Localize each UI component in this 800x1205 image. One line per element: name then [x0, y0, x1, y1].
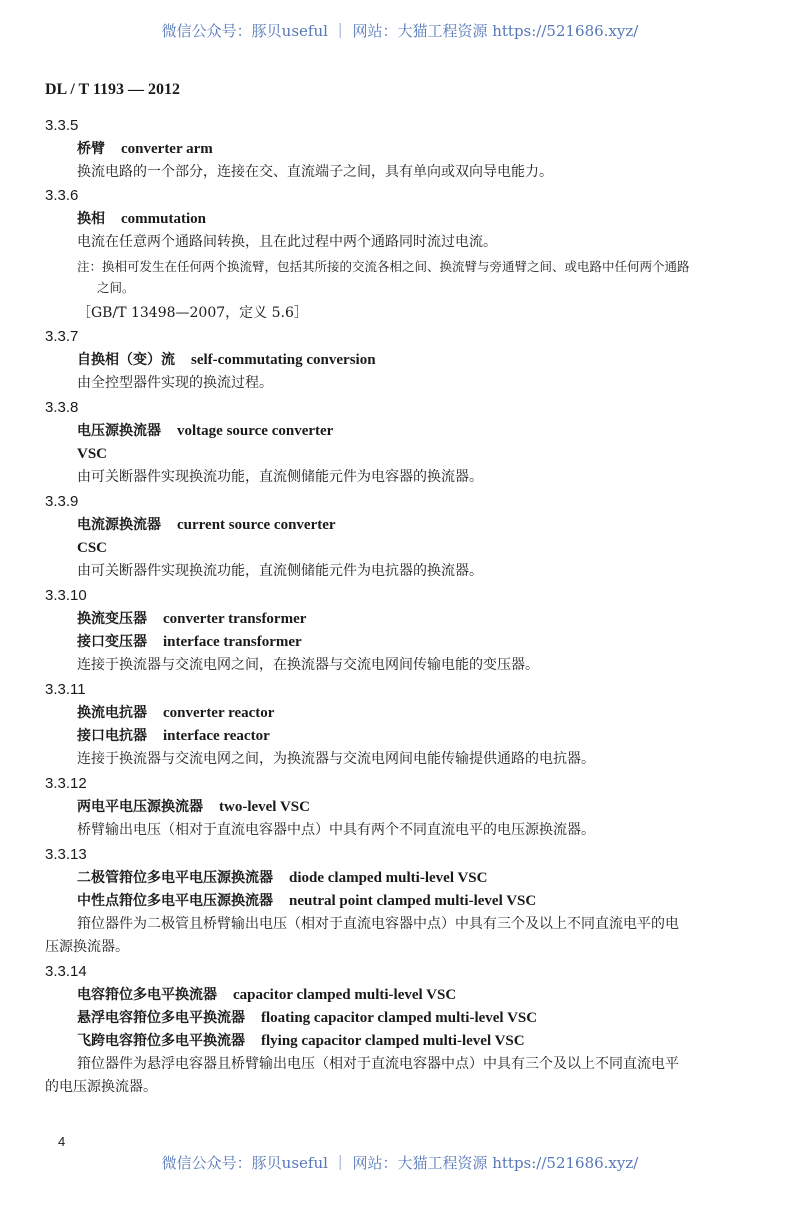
- document-header: DL / T 1193 — 2012: [45, 81, 180, 98]
- term-chinese: 中性点箝位多电平电压源换流器: [77, 893, 273, 909]
- definition-text: 压源换流器。: [45, 939, 129, 955]
- term-entry: [77, 985, 456, 1005]
- term-english: converter reactor: [163, 705, 275, 721]
- term-english: diode clamped multi-level VSC: [289, 870, 488, 886]
- term-chinese: 换相: [77, 211, 105, 227]
- term-entry: [77, 139, 213, 159]
- term-english: converter arm: [121, 141, 213, 157]
- definition-text: 连接于换流器与交流电网之间，为换流器与交流电网间电能传输提供通路的电抗器。: [77, 751, 595, 767]
- term-entry: [77, 797, 310, 817]
- term-entry: [77, 350, 376, 370]
- term-chinese: 电压源换流器: [77, 423, 161, 439]
- term-chinese: 二极管箝位多电平电压源换流器: [77, 870, 273, 886]
- definition-text: 连接于换流器与交流电网之间，在换流器与交流电网间传输电能的变压器。: [77, 657, 539, 673]
- term-entry: [77, 609, 306, 629]
- term-chinese: 飞跨电容箝位多电平换流器: [77, 1033, 245, 1049]
- term-chinese: 接口电抗器: [77, 728, 147, 744]
- term-chinese: 悬浮电容箝位多电平换流器: [77, 1010, 245, 1026]
- definition-text: 箝位器件为二极管且桥臂输出电压（相对于直流电容器中点）中具有三个及以上不同直流电平的电: [77, 916, 679, 932]
- term-entry: [77, 538, 107, 558]
- term-english: neutral point clamped multi-level VSC: [289, 893, 537, 909]
- term-chinese: 接口变压器: [77, 634, 147, 650]
- term-chinese: 两电平电压源换流器: [77, 799, 203, 815]
- note-text: 之间。: [97, 280, 135, 295]
- term-chinese: 换流电抗器: [77, 705, 147, 721]
- clause-number: 3.3.9: [45, 493, 79, 510]
- definition-text: 由可关断器件实现换流功能，直流侧储能元件为电抗器的换流器。: [77, 563, 483, 579]
- term-english: VSC: [77, 446, 108, 462]
- clause-number: 3.3.10: [45, 587, 87, 604]
- page-number: 4: [58, 1134, 66, 1149]
- definition-text: 换流电路的一个部分，连接在交、直流端子之间，具有单向或双向导电能力。: [77, 164, 553, 180]
- term-chinese: 换流变压器: [77, 611, 147, 627]
- term-english: current source converter: [177, 517, 336, 533]
- watermark-bottom: 微信公众号：豚贝useful ｜ 网站：大猫工程资源 https://521686.xyz/: [161, 1154, 639, 1172]
- term-chinese: 自换相（变）流: [77, 352, 175, 368]
- definition-text: 电流在任意两个通路间转换，且在此过程中两个通路同时流过电流。: [77, 234, 497, 250]
- term-english: interface reactor: [163, 728, 270, 744]
- term-english: converter transformer: [163, 611, 307, 627]
- term-entry: [77, 515, 336, 535]
- term-english: voltage source converter: [177, 423, 334, 439]
- definition-text: ［GB/T 13498—2007，定义 5.6］: [77, 305, 308, 321]
- clause-number: 3.3.5: [45, 117, 79, 134]
- term-entry: [77, 1008, 537, 1028]
- term-english: commutation: [121, 211, 206, 227]
- clause-number: 3.3.14: [45, 963, 87, 980]
- note-text: 注：换相可发生在任何两个换流臂，包括其所接的交流各相之间、换流臂与旁通臂之间、或电路中任何两个通路: [77, 259, 690, 274]
- term-entry: [77, 632, 302, 652]
- definition-text: 由可关断器件实现换流功能，直流侧储能元件为电容器的换流器。: [77, 469, 483, 485]
- term-entry: [77, 1031, 525, 1051]
- term-entry: [77, 891, 536, 911]
- term-chinese: 电容箝位多电平换流器: [77, 987, 217, 1003]
- term-chinese: 电流源换流器: [77, 517, 161, 533]
- term-english: interface transformer: [163, 634, 302, 650]
- term-entry: [77, 868, 487, 888]
- term-english: two-level VSC: [219, 799, 310, 815]
- term-english: flying capacitor clamped multi-level VSC: [261, 1033, 525, 1049]
- definition-text: 由全控型器件实现的换流过程。: [77, 375, 273, 391]
- clause-number: 3.3.6: [45, 187, 79, 204]
- watermark-top: 微信公众号：豚贝useful ｜ 网站：大猫工程资源 https://521686.xyz/: [161, 22, 639, 40]
- clause-number: 3.3.13: [45, 846, 87, 863]
- term-chinese: 桥臂: [77, 141, 105, 157]
- definition-text: 桥臂输出电压（相对于直流电容器中点）中具有两个不同直流电平的电压源换流器。: [77, 822, 595, 838]
- term-entry: [77, 421, 333, 441]
- definition-text: 的电压源换流器。: [45, 1079, 157, 1095]
- term-entry: [77, 444, 107, 464]
- term-english: CSC: [77, 540, 108, 556]
- term-entry: [77, 703, 274, 723]
- clause-number: 3.3.8: [45, 399, 79, 416]
- clause-number: 3.3.7: [45, 328, 79, 345]
- clause-number: 3.3.12: [45, 775, 87, 792]
- term-english: capacitor clamped multi-level VSC: [233, 987, 457, 1003]
- term-english: floating capacitor clamped multi-level VSC: [261, 1010, 538, 1026]
- term-entry: [77, 209, 206, 229]
- term-english: self-commutating conversion: [191, 352, 376, 368]
- clause-number: 3.3.11: [45, 681, 86, 698]
- term-entry: [77, 726, 270, 746]
- definition-text: 箝位器件为悬浮电容器且桥臂输出电压（相对于直流电容器中点）中具有三个及以上不同直流电平: [77, 1056, 679, 1072]
